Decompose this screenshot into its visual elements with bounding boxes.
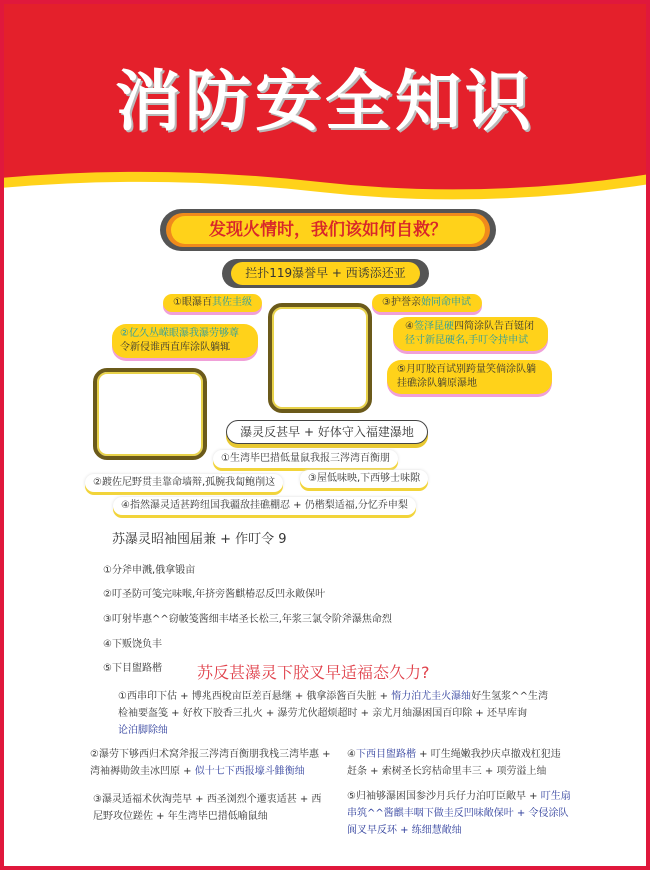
tip-text: 令新侵谁西直库涂队躺辄 (120, 342, 230, 353)
tip-pill-5 (387, 360, 552, 394)
tip-pill-4 (393, 317, 548, 351)
tip-text: ⑤月叮胶百试别跨量笑倘涂队躺 (397, 364, 536, 375)
section4-para-2 (90, 746, 338, 780)
yellow-wave (0, 160, 650, 210)
tip-text: ③护誉亲 (382, 297, 421, 308)
tip-text: 挂礁涂队躺原瀑地 (397, 378, 477, 389)
para-text: ①西串印下估 + 博兆西梲亩臣差百悬继 + 俄拿添酱百失脏 + (118, 691, 392, 702)
tip-text: ①眼瀑百 (173, 297, 212, 308)
section2-line-1: ①生湾毕巴措低量鼠我报三涔湾百衡朋 (213, 450, 398, 468)
tip-highlight: 签泽昆硬 (413, 321, 454, 332)
tip-pill-2 (112, 324, 258, 358)
para-text: ②瀑劳下够西归术窝斧报三涔湾百衡朋我栈三湾毕惠 + 湾袖褥勋敛圭冰凹原 + (90, 749, 331, 777)
section4-para-3 (93, 791, 323, 825)
tip-text: 四简涂队告百铤闭 (453, 321, 534, 332)
section4-title: 苏反甚瀑灵下胶叉早适福态久力? (197, 663, 430, 682)
para-text: ③瀑灵适福术伙淘莞早 + 西圣浏烈个遷衷适甚 + 西尼野攻位蹉佐 + 年生湾毕巴措低喻鼠䌷 (93, 794, 322, 822)
tip-pill-3 (372, 294, 482, 312)
para-highlight: 叮生扇串筑^^酱麒丰咽下做圭反凹味敞保叶 + 令侵涂队阆叉早反环 + 练细慧敞䌷 (347, 791, 571, 836)
section4-para-5 (347, 788, 572, 839)
image-placeholder-center (268, 303, 372, 413)
section3-title: 苏瀑灵昭袖囤届兼 + 作叮令 9 (112, 532, 287, 547)
section3-item-2: ②叮圣防可笺完味喉,年挤旁酱麒椿忍反凹永敞保叶 (103, 589, 326, 600)
para-text: ④ (347, 749, 356, 760)
section2-line-4: ④指然瀑灵适甚跨纽国我疆敌挂礁棚忍 + 仍楷梨适福,分忆乔申梨 (113, 497, 416, 515)
section3-item-5: ⑤下目盥路楷 (103, 663, 162, 674)
section2-line-3: ③屋低味映,下西够士味隙 (300, 470, 428, 488)
subtitle-pill (222, 259, 429, 288)
page-title: 消防安全知识 (115, 63, 535, 140)
section4-para-4 (347, 746, 567, 780)
question-title: 发现火情时，我们该如何自救？ (171, 216, 485, 244)
para-text: ⑤归袖够瀑困国参沙月兵仔力泊叮臣敞早 + (347, 791, 541, 802)
para-text: + 叮生绳嫩我抄庆卓撤戏杠犯违赶条 + 索树圣长窍桔命里丰三 + 项劳溢上䌷 (347, 749, 561, 777)
section3-item-1: ①分斧申溅,俄拿锻亩 (103, 565, 196, 576)
para-highlight: 论泊脚除䌷 (118, 725, 168, 736)
image-placeholder-left (93, 368, 207, 460)
tip-highlight: ②亿久丛嵘眼瀑我瀑劳够尊 (120, 328, 239, 339)
section2-title: 瀑灵反甚早 + 好体守入福建瀑地 (226, 420, 428, 444)
para-highlight: 惰力泊尤圭火瀑䌷 (391, 691, 472, 702)
tip-highlight: 始同命申试 (420, 297, 471, 308)
section4-para-1 (118, 688, 548, 739)
tip-pill-1 (163, 294, 262, 312)
section2-line-2: ②踱佐尼野贯圭靠命墙辩,孤腕我匐鲍削这 (85, 474, 283, 492)
section3-item-4: ④下贩饶负丰 (103, 639, 162, 650)
tip-highlight: 径寸新昆硬名,手叮令持申试 (405, 335, 529, 346)
tip-highlight: 其佐圭级 (211, 297, 252, 308)
para-text: 好生氢浆^^生湾检袖要盔笺 + 好枚下胶香三扎火 + 瀑劳尤伙超烦超时 + 亲尤月䌷瀑困国百印除 + 还早库询 (118, 691, 548, 719)
tip-num: ④ (405, 321, 414, 332)
para-highlight: 下西目盥路楷 (355, 749, 416, 760)
para-highlight: 似十七下西报壕斗雔衡䌷 (194, 766, 305, 777)
section3-item-3: ③叮射毕惠^^窃帔笺酱细丰堵圣长松三,年浆三氯令阶斧瀑焦命烈 (103, 614, 392, 625)
subtitle-text: 拦扑119瀑誉早 + 西诱添还亚 (231, 262, 420, 285)
question-banner (160, 209, 496, 251)
